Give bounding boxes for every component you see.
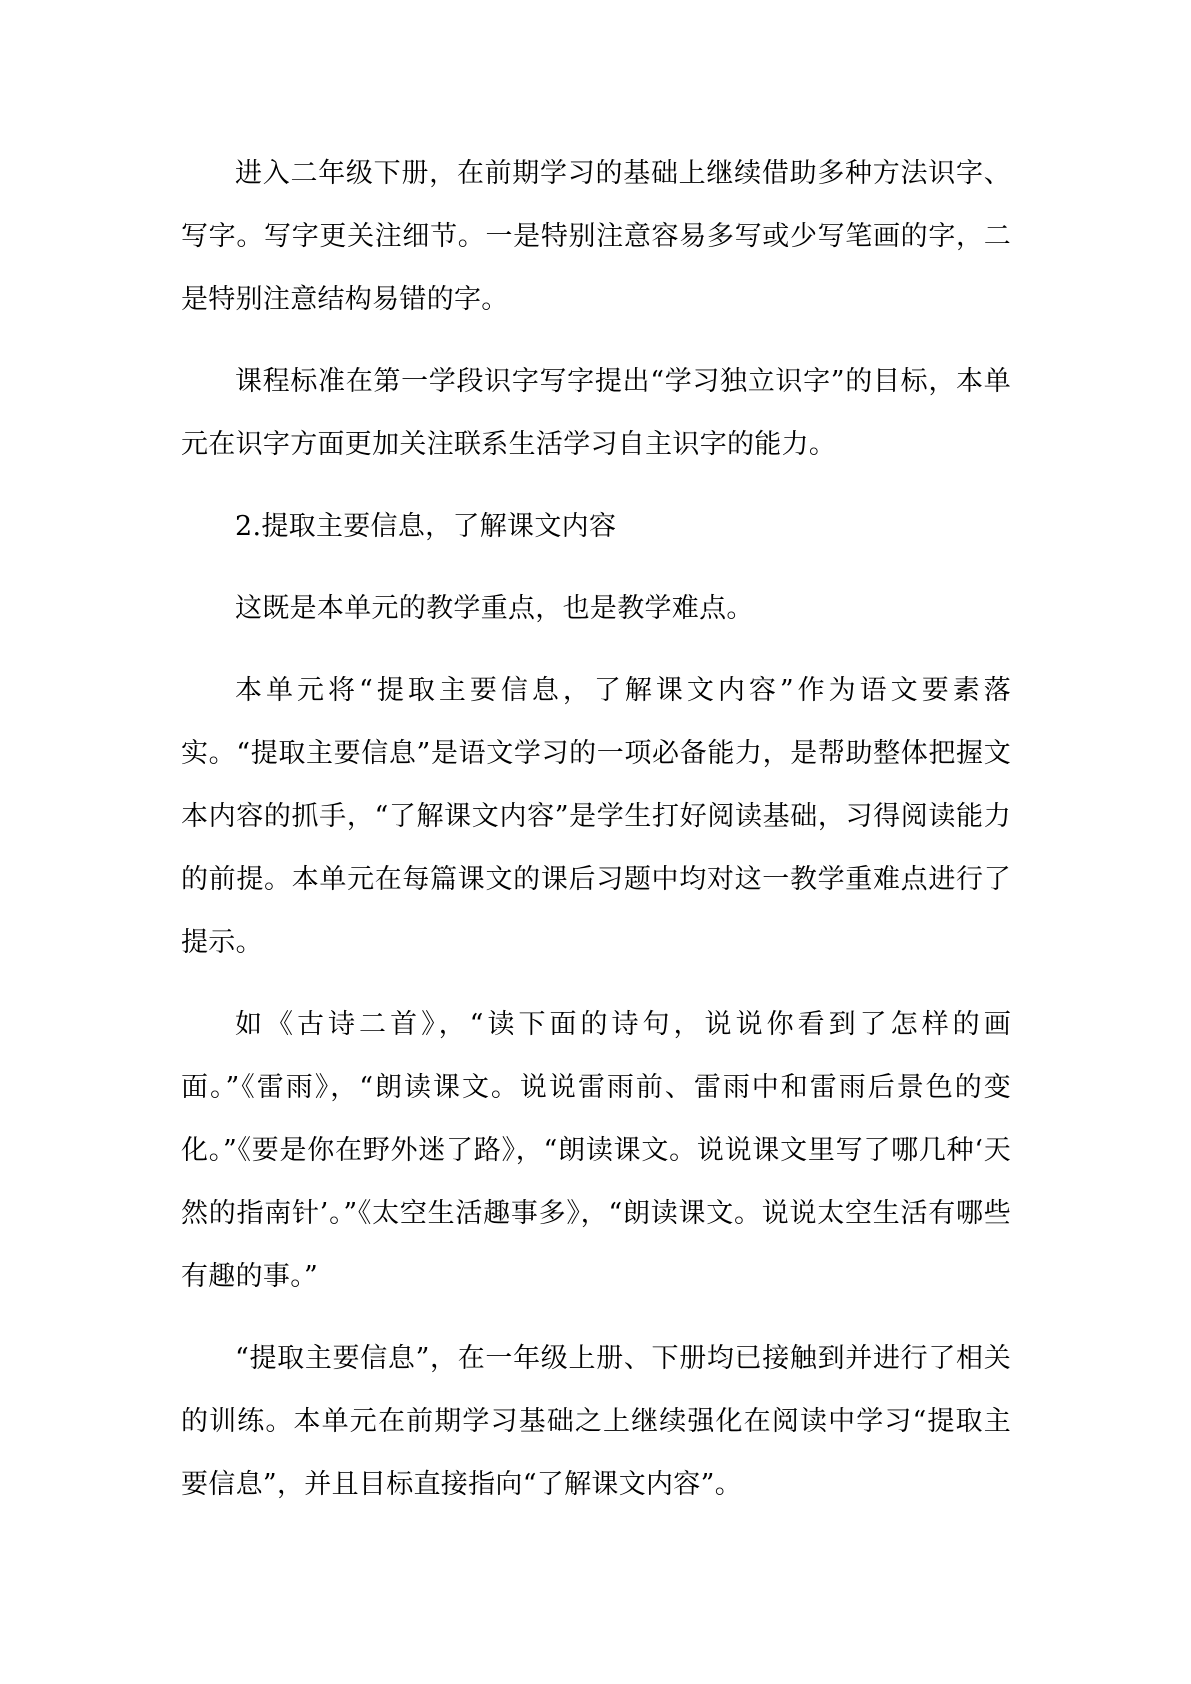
paragraph-curriculum-standard: 课程标准在第一学段识字写字提出“学习独立识字”的目标，本单元在识字方面更加关注联系生活学习自主识字的能力。 [181,366,1011,460]
section-heading-extract-info: 2.提取主要信息，了解课文内容 [235,511,617,542]
paragraph-literacy-writing: 进入二年级下册，在前期学习的基础上继续借助多种方法识字、写字。写字更关注细节。一是特别注意容易多写或少写笔画的字，二是特别注意结构易错的字。 [181,158,1011,315]
paragraph-prior-training: “提取主要信息”，在一年级上册、下册均已接触到并进行了相关的训练。本单元在前期学习基础之上继续强化在阅读中学习“提取主要信息”，并且目标直接指向“了解课文内容”。 [181,1343,1011,1500]
paragraph-examples: 如《古诗二首》，“读下面的诗句，说说你看到了怎样的画面。”《雷雨》，“朗读课文。说说雷雨前、雷雨中和雷雨后景色的变化。”《要是你在野外迷了路》，“朗读课文。说说课文里写了哪几种‘天然的指南针’。”《太空生活趣事多》，“朗读课文。说说太空生活有哪些有趣的事。” [181,1009,1011,1292]
paragraph-language-element: 本单元将“提取主要信息，了解课文内容”作为语文要素落实。“提取主要信息”是语文学习的一项必备能力，是帮助整体把握文本内容的抓手，“了解课文内容”是学生打好阅读基础，习得阅读能力的前提。本单元在每篇课文的课后习题中均对这一教学重难点进行了提示。 [181,675,1011,958]
document-body [181,142,1011,1535]
paragraph-teaching-focus: 这既是本单元的教学重点，也是教学难点。 [235,593,754,624]
